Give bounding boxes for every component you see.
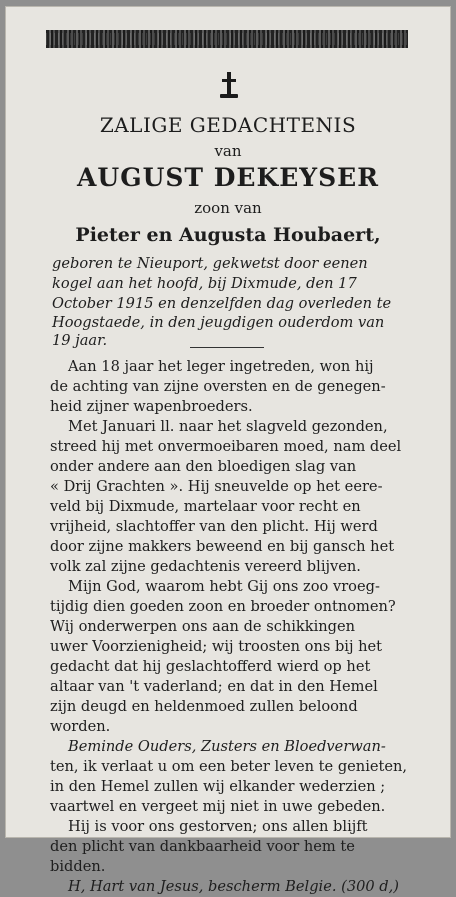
card-title: ZALIGE GEDACHTENIS	[99, 113, 357, 137]
body-line: door zijne makkers beweend en bij gansch het	[50, 538, 395, 555]
body-line: vaartwel en vergeet mij niet in uwe gebeden.	[50, 798, 386, 815]
body-line: streed hij met onvermoeibaren moed, nam deel	[50, 438, 402, 455]
body-line: gedacht dat hij geslachtofferd wierd op het	[50, 658, 371, 675]
body-text	[50, 357, 412, 897]
body-line: in den Hemel zullen wij elkander wederzien ;	[50, 778, 386, 795]
body-line: Mijn God, waarom hebt Gij ons zoo vroeg-	[68, 578, 380, 595]
body-line: uwer Voorzienigheid; wij troosten ons bij het	[50, 638, 383, 655]
body-line: veld bij Dixmude, martelaar voor recht en	[50, 498, 361, 515]
body-line: tijdig dien goeden zoon en broeder ontnomen?	[50, 598, 396, 615]
body-line: altaar van 't vaderland; en dat in den Hemel	[50, 678, 378, 695]
body-line: onder andere aan den bloedigen slag van	[50, 458, 357, 475]
divider	[190, 347, 264, 348]
body-line: Beminde Ouders, Zusters en Bloedverwan-	[68, 738, 386, 755]
body-line: volk zal zijne gedachtenis vereerd blijven.	[50, 558, 361, 575]
closing-prayer: H, Hart van Jesus, bescherm Belgie. (300 d,)	[68, 878, 399, 895]
body-line: ten, ik verlaat u om een beter leven te genieten,	[50, 758, 408, 775]
body-line: Hij is voor ons gestorven; ons allen blijft	[68, 818, 368, 835]
parents-names: Pieter en Augusta Houbaert,	[75, 224, 381, 246]
intro-line: 19 jaar.	[52, 332, 108, 349]
body-line: den plicht van dankbaarheid voor hem te	[50, 838, 355, 855]
cross-icon	[222, 72, 236, 98]
body-line: Aan 18 jaar het leger ingetreden, won hij	[68, 358, 374, 375]
deceased-name: AUGUST DEKEYSER	[77, 163, 379, 192]
body-line: zijn deugd en heldenmoed zullen beloond	[50, 698, 358, 715]
body-line: vrijheid, slachtoffer van den plicht. Hij werd	[50, 518, 378, 535]
body-line: heid zijner wapenbroeders.	[50, 398, 253, 415]
van-label: van	[214, 142, 242, 160]
zoon-van-label: zoon van	[194, 199, 262, 217]
body-line: Wij onderwerpen ons aan de schikkingen	[50, 618, 356, 635]
intro-line: October 1915 en denzelfden dag overleden te	[52, 295, 392, 312]
body-line: worden.	[50, 718, 111, 735]
intro-line: geboren te Nieuport, gekwetst door eenen	[52, 255, 368, 272]
intro-line: Hoogstaede, in den jeugdigen ouderdom van	[52, 314, 385, 331]
body-line: bidden.	[50, 858, 106, 875]
mourning-band	[46, 30, 408, 48]
body-line: « Drij Grachten ». Hij sneuvelde op het eere-	[50, 478, 383, 495]
body-line: Met Januari ll. naar het slagveld gezonden,	[68, 418, 388, 435]
intro-line: kogel aan het hoofd, bij Dixmude, den 17	[52, 275, 357, 292]
body-line: de achting van zijne oversten en de genegen-	[50, 378, 386, 395]
